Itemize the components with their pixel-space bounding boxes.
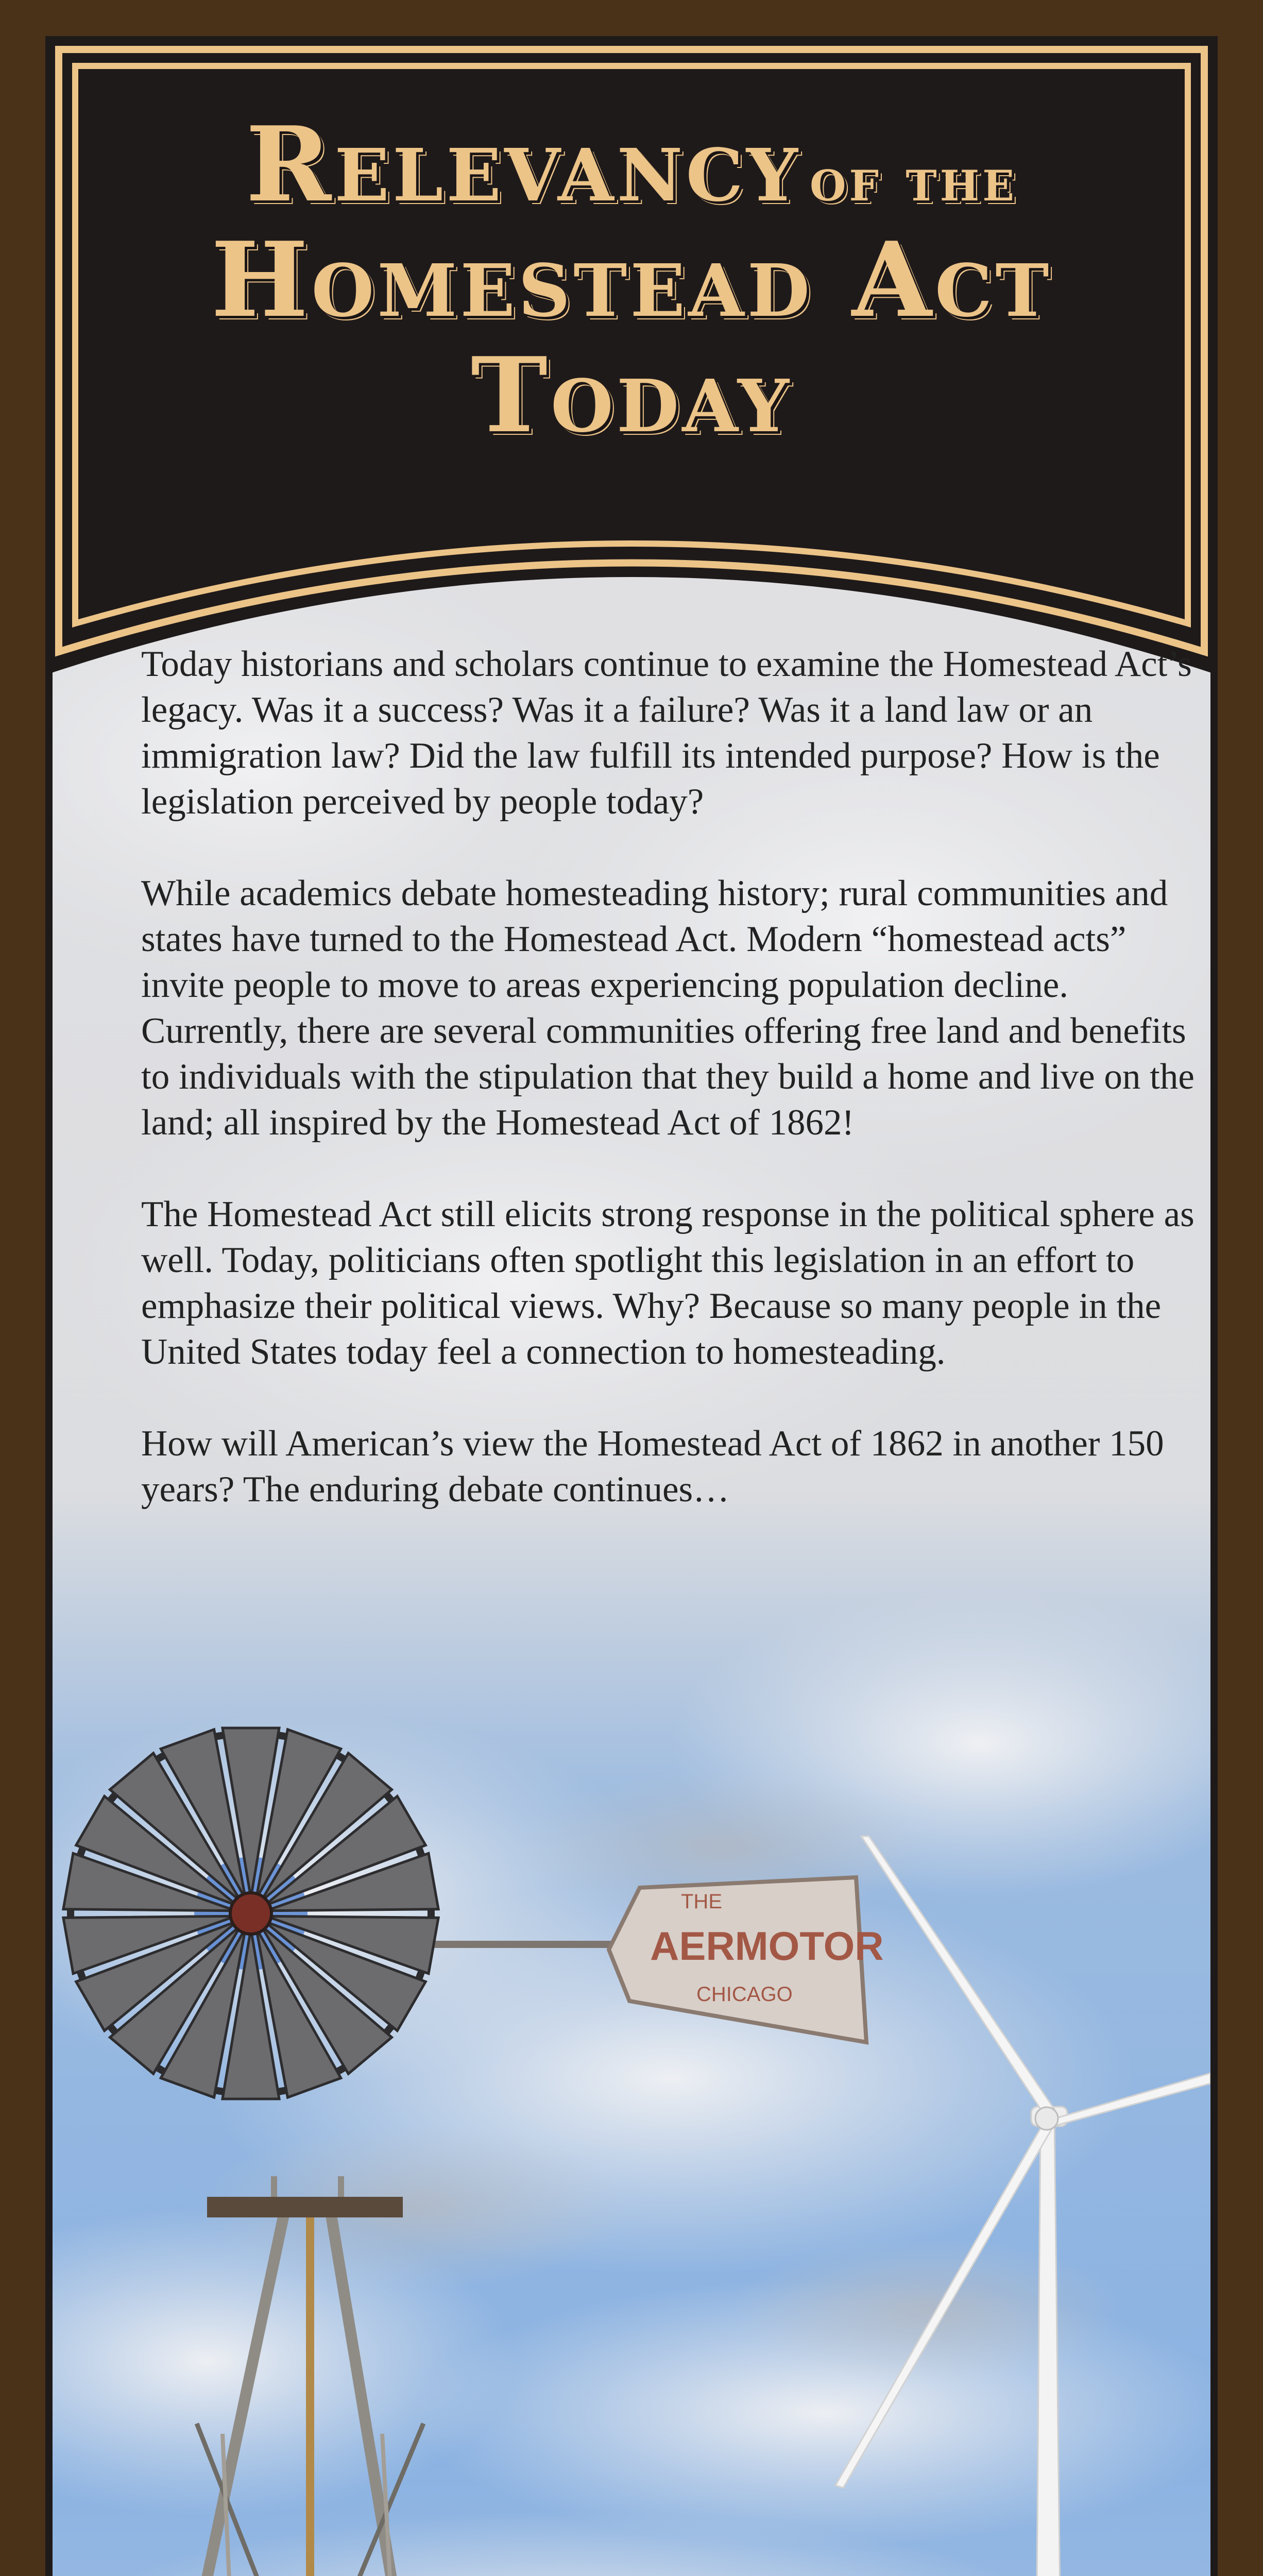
title-word-relevancy: Relevancy xyxy=(246,104,801,225)
vane-brand-text: AERMOTOR xyxy=(650,1923,884,1969)
poster-panel xyxy=(45,36,1218,2576)
paragraph-3: The Homestead Act still elicits strong response in the political sphere as well. Today, politicians often spotlight this legislation in an effort to emphasize their political views. Why? Because so many people in the United States today feel a connection to homesteading. xyxy=(141,1194,1194,1372)
title-today: Today xyxy=(471,335,792,456)
vane-top-text: THE xyxy=(681,1890,722,1913)
paragraph-2: While academics debate homesteading history; rural communities and states have turned to the Homestead Act. Modern “homestead acts” invite people to move to areas experiencing population decline. Currently, there are several communities offering free land and benefits to individuals with the stipulation that they build a home and live on the land; all inspired by the Homestead Act of 1862! xyxy=(141,873,1194,1143)
paragraph-1: Today historians and scholars continue to examine the Homestead Act’s legacy. Was it a success? Was it a failure? Was it a land law or an immigration law? Did the law fulfill its intended purpose? How is the legislation perceived by people today? xyxy=(141,644,1192,822)
paragraph-4: How will American’s view the Homestead Act of 1862 in another 150 years? The enduring debate continues… xyxy=(141,1423,1164,1510)
article-body xyxy=(141,641,1197,1513)
poster-title xyxy=(45,104,1218,456)
vane-bottom-text: CHICAGO xyxy=(696,1983,793,2006)
title-word-of-the: of the xyxy=(809,145,1017,215)
title-homestead-act: Homestead Act xyxy=(211,219,1052,341)
